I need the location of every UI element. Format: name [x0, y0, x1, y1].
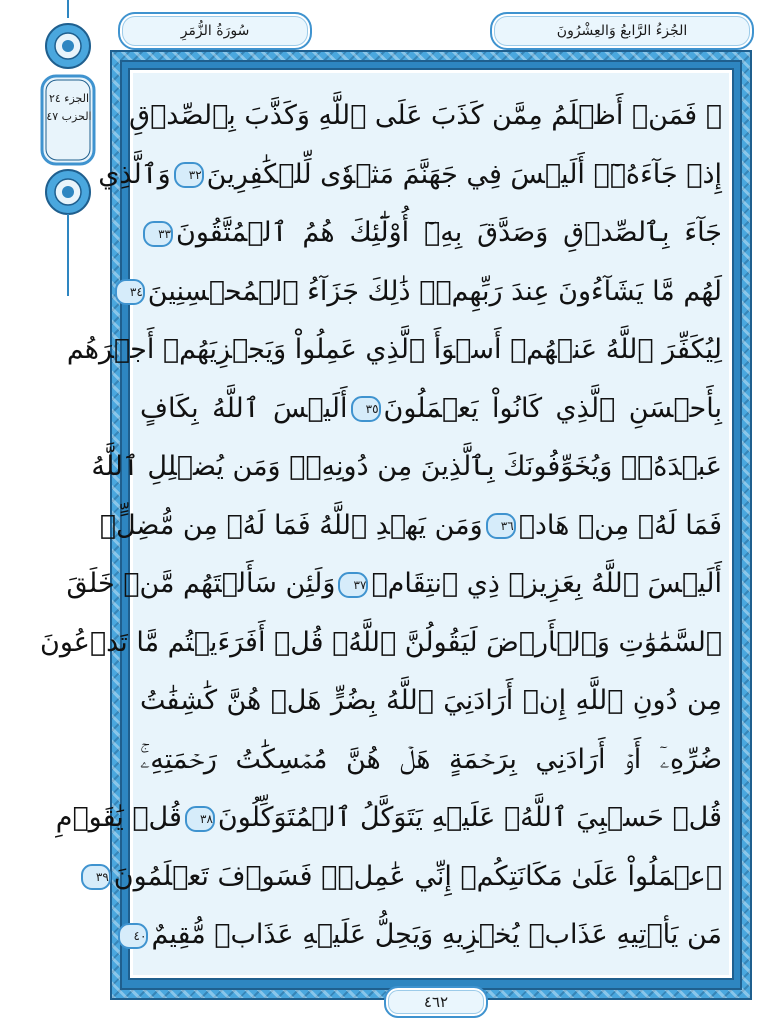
verse-line: [129, 262, 722, 322]
verse-text: أَلَيۡسَ ٱللَّهُ بِعَزِيزٖ ذِي ٱنتِقَامٖ: [371, 568, 722, 599]
ayah-number-marker: ٣٤: [115, 279, 145, 305]
verse-line: [140, 203, 722, 263]
verse-text: ۞ فَمَنۡ أَظۡلَمُ مِمَّن كَذَبَ عَلَى ٱللَّهِ وَكَذَّبَ بِٱلصِّدۡقِ: [129, 100, 722, 131]
ayah-number-marker: ٣٢: [174, 162, 204, 188]
verse-text: لَهُم مَّا يَشَآءُونَ عِندَ رَبِّهِمۡۚ ذَٰلِكَ جَزَآءُ ٱلۡمُحۡسِنِينَ: [147, 275, 722, 307]
verse-text: ضُرِّهِۦٓ أَوۡ أَرَادَنِي بِرَحۡمَةٍ هَلۡ هُنَّ مُمۡسِكَٰتُ رَحۡمَتِهِۦۚ: [140, 743, 722, 775]
verse-line: [140, 730, 722, 790]
ayah-number-marker: ٣٦: [486, 513, 516, 539]
verse-text: ٱعۡمَلُواْ عَلَىٰ مَكَانَتِكُمۡ إِنِّي عَٰمِلٞۖ فَسَوۡفَ تَعۡلَمُونَ: [113, 860, 722, 892]
juz-title: الجُزءُ الرَّابعُ وَالعِشْرُونَ: [490, 12, 754, 50]
verse-text: لِيُكَفِّرَ ٱللَّهُ عَنۡهُمۡ أَسۡوَأَ ٱلَّذِي عَمِلُواْ وَيَجۡزِيَهُمۡ أَجۡرَهُم: [66, 334, 722, 365]
verse-line: [140, 671, 722, 731]
verse-text: إِذۡ جَآءَهُۥٓۚ أَلَيۡسَ فِي جَهَنَّمَ مَثۡوٗى لِّلۡكَٰفِرِينَ: [206, 158, 722, 190]
juz-hizb-medallion: [36, 0, 100, 300]
verse-text: فَمَا لَهُۥ مِنۡ هَادٖ: [518, 509, 722, 541]
ayah-number-marker: ٣٩: [81, 864, 111, 890]
page-number: ٤٦٢: [384, 986, 488, 1018]
verse-text-continuation: وَمَن يَهۡدِ ٱللَّهُ فَمَا لَهُۥ مِن مُّضِلٍّۗ: [99, 509, 483, 541]
verse-line: [66, 320, 722, 380]
verse-text: مِن دُونِ ٱللَّهِ إِنۡ أَرَادَنِيَ ٱللَّهُ بِضُرٍّ هَلۡ هُنَّ كَٰشِفَٰتُ: [140, 685, 722, 716]
verse-text: عَبۡدَهُۥۖ وَيُخَوِّفُونَكَ بِٱلَّذِينَ مِن دُونِهِۦۚ وَمَن يُضۡلِلِ ٱللَّهُ: [91, 451, 722, 482]
verse-line: [91, 437, 722, 497]
verse-text: جَآءَ بِٱلصِّدۡقِ وَصَدَّقَ بِهِۦٓ أُوْلَٰٓئِكَ هُمُ ٱلۡمُتَّقُونَ: [176, 217, 722, 248]
verse-line: [99, 496, 722, 556]
ayah-number-marker: ٣٨: [185, 806, 215, 832]
verse-line: [98, 145, 722, 205]
verse-line: [129, 86, 722, 146]
verse-text: مَن يَأۡتِيهِ عَذَابٞ يُخۡزِيهِ وَيَحِلُّ عَلَيۡهِ عَذَابٞ مُّقِيمٌ: [151, 919, 722, 950]
medallion-ornament-icon: [36, 0, 100, 300]
surah-title: سُورَةُ الزُّمَرِ: [118, 12, 312, 50]
juz-label: الجزء ٢٤: [48, 92, 90, 105]
verse-text-continuation: وَلَئِن سَأَلۡتَهُم مَّنۡ خَلَقَ: [66, 568, 336, 599]
verse-line: [39, 613, 722, 673]
ayah-number-marker: ٣٧: [338, 572, 368, 598]
verse-line: [95, 847, 722, 907]
verse-line: [133, 905, 722, 965]
verse-text-continuation: أَلَيۡسَ ٱللَّهُ بِكَافٍ: [140, 392, 348, 424]
ayah-number-marker: ٣٣: [143, 221, 173, 247]
ayah-number-marker: ٤٠: [118, 923, 148, 949]
verse-text-continuation: وَٱلَّذِي: [98, 158, 171, 190]
ayah-number-marker: ٣٥: [351, 396, 381, 422]
verse-line: [66, 554, 722, 614]
verse-text-continuation: قُلۡ يَٰقَوۡمِ: [55, 802, 182, 833]
verse-line: [55, 788, 722, 848]
hizb-label: الحزب ٤٧: [46, 110, 92, 123]
verse-text: بِأَحۡسَنِ ٱلَّذِي كَانُواْ يَعۡمَلُونَ: [383, 392, 722, 424]
verse-text: ٱلسَّمَٰوَٰتِ وَٱلۡأَرۡضَ لَيَقُولُنَّ ٱللَّهُۚ قُلۡ أَفَرَءَيۡتُم مَّا تَدۡعُونَ: [39, 626, 722, 658]
verse-text: قُلۡ حَسۡبِيَ ٱللَّهُۖ عَلَيۡهِ يَتَوَكَّلُ ٱلۡمُتَوَكِّلُونَ: [217, 802, 722, 833]
verse-line: [140, 379, 722, 439]
